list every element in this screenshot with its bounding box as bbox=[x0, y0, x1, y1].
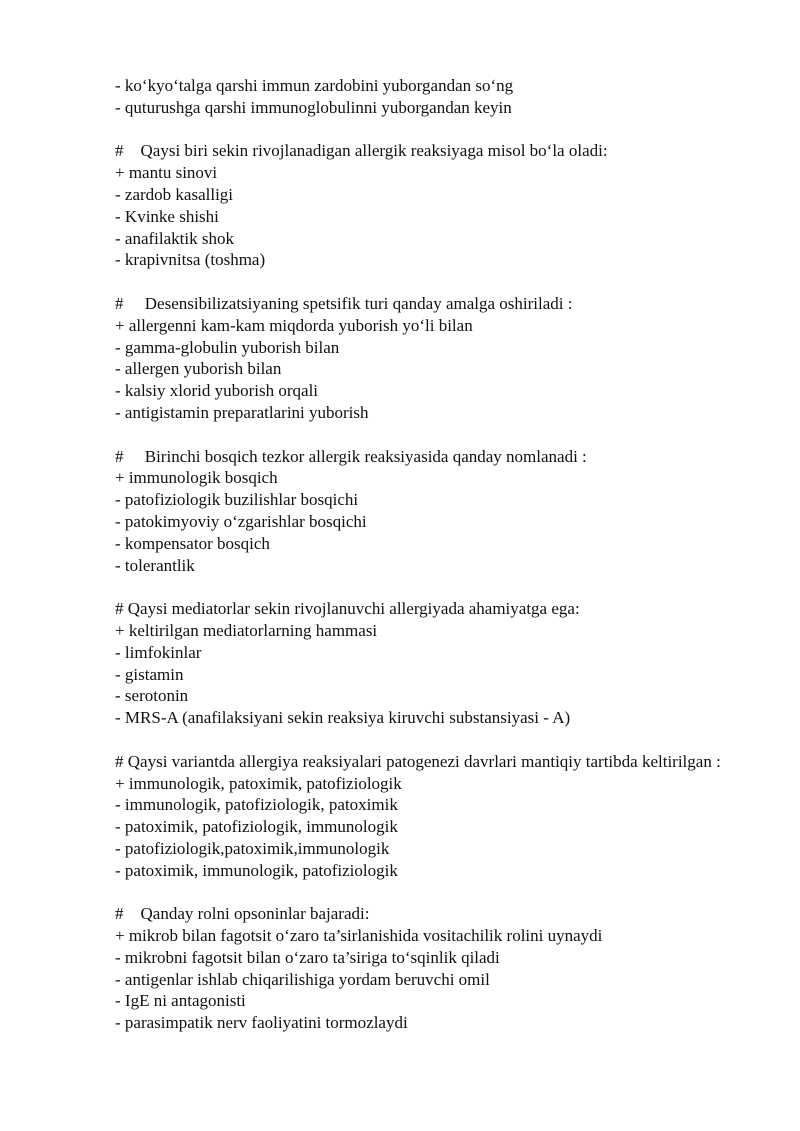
answer-option: - limfokinlar bbox=[115, 642, 202, 662]
spacer bbox=[115, 576, 735, 598]
question-text: # Birinchi bosqich tezkor allergik reaksiyasida qanday nomlanadi : bbox=[115, 446, 587, 466]
answer-option: - kompensator bosqich bbox=[115, 533, 270, 553]
question-text: # Desensibilizatsiyaning spetsifik turi qanday amalga oshiriladi : bbox=[115, 293, 573, 313]
answer-option: - antigistamin preparatlarini yuborish bbox=[115, 402, 369, 422]
answer-option: - gamma-globulin yuborish bilan bbox=[115, 337, 340, 357]
answer-option: - krapivnitsa (toshma) bbox=[115, 250, 266, 270]
document-page bbox=[115, 75, 735, 1034]
answer-option: + keltirilgan mediatorlarning hammasi bbox=[115, 620, 378, 640]
question-block bbox=[115, 446, 735, 577]
question-block bbox=[115, 140, 735, 271]
question-text: # Qaysi mediatorlar sekin rivojlanuvchi allergiyada ahamiyatga ega: bbox=[115, 599, 580, 619]
intro-line: - ko‘kyo‘talga qarshi immun zardobini yuborgandan so‘ng bbox=[115, 76, 514, 95]
answer-option: + immunologik bosqich bbox=[115, 468, 278, 488]
spacer bbox=[115, 271, 735, 293]
answer-option: - allergen yuborish bilan bbox=[115, 359, 282, 379]
answer-option: - patofiziologik,patoximik,immunologik bbox=[115, 838, 390, 858]
answer-option: - kalsiy xlorid yuborish orqali bbox=[115, 381, 319, 401]
spacer bbox=[115, 119, 735, 141]
answer-option: + allergenni kam-kam miqdorda yuborish yo‘li bilan bbox=[115, 315, 473, 335]
answer-option: - MRS-A (anafilaksiyani sekin reaksiya kiruvchi substansiyasi - A) bbox=[115, 708, 571, 728]
answer-option: - parasimpatik nerv faoliyatini tormozlaydi bbox=[115, 1013, 408, 1033]
question-block bbox=[115, 903, 735, 1034]
answer-option: - patokimyoviy o‘zgarishlar bosqichi bbox=[115, 511, 367, 531]
answer-option: - zardob kasalligi bbox=[115, 184, 234, 204]
intro-block bbox=[115, 75, 735, 119]
answer-option: - tolerantlik bbox=[115, 555, 195, 575]
question-block bbox=[115, 293, 735, 424]
question-block bbox=[115, 751, 735, 882]
answer-option: - immunologik, patofiziologik, patoximik bbox=[115, 795, 398, 815]
answer-option: - anafilaktik shok bbox=[115, 228, 234, 248]
intro-line: - quturushgа qarshi immunoglobulinni yuborgandan keyin bbox=[115, 97, 512, 117]
answer-option: - serotonin bbox=[115, 686, 189, 706]
answer-option: - IgE ni antagonisti bbox=[115, 991, 246, 1011]
question-text: # Qaysi biri sekin rivojlanadigan allergik reaksiyaga misol bo‘la oladi: bbox=[115, 141, 608, 161]
question-block bbox=[115, 598, 735, 729]
question-text: # Qaysi variantda allergiya reaksiyalari patogenezi davrlari mantiqiy tartibda keltirilgan : bbox=[115, 751, 721, 771]
answer-option: - antigenlar ishlab chiqarilishiga yordam beruvchi omil bbox=[115, 969, 490, 989]
answer-option: + mikrob bilan fagotsit o‘zaro ta’sirlanishida vositachilik rolini uynaydi bbox=[115, 926, 603, 946]
spacer bbox=[115, 424, 735, 446]
spacer bbox=[115, 729, 735, 751]
answer-option: + mantu sinovi bbox=[115, 163, 218, 183]
answer-option: - patoximik, immunologik, patofiziologik bbox=[115, 860, 398, 880]
answer-option: - gistamin bbox=[115, 664, 184, 684]
answer-option: - patoximik, patofiziologik, immunologik bbox=[115, 817, 398, 837]
answer-option: - mikrobni fagotsit bilan o‘zaro ta’siriga to‘sqinlik qiladi bbox=[115, 947, 500, 967]
answer-option: - patofiziologik buzilishlar bosqichi bbox=[115, 490, 359, 510]
answer-option: + immunologik, patoximik, patofiziologik bbox=[115, 773, 402, 793]
answer-option: - Kvinke shishi bbox=[115, 206, 219, 226]
question-text: # Qanday rolni opsoninlar bajaradi: bbox=[115, 904, 370, 924]
spacer bbox=[115, 881, 735, 903]
